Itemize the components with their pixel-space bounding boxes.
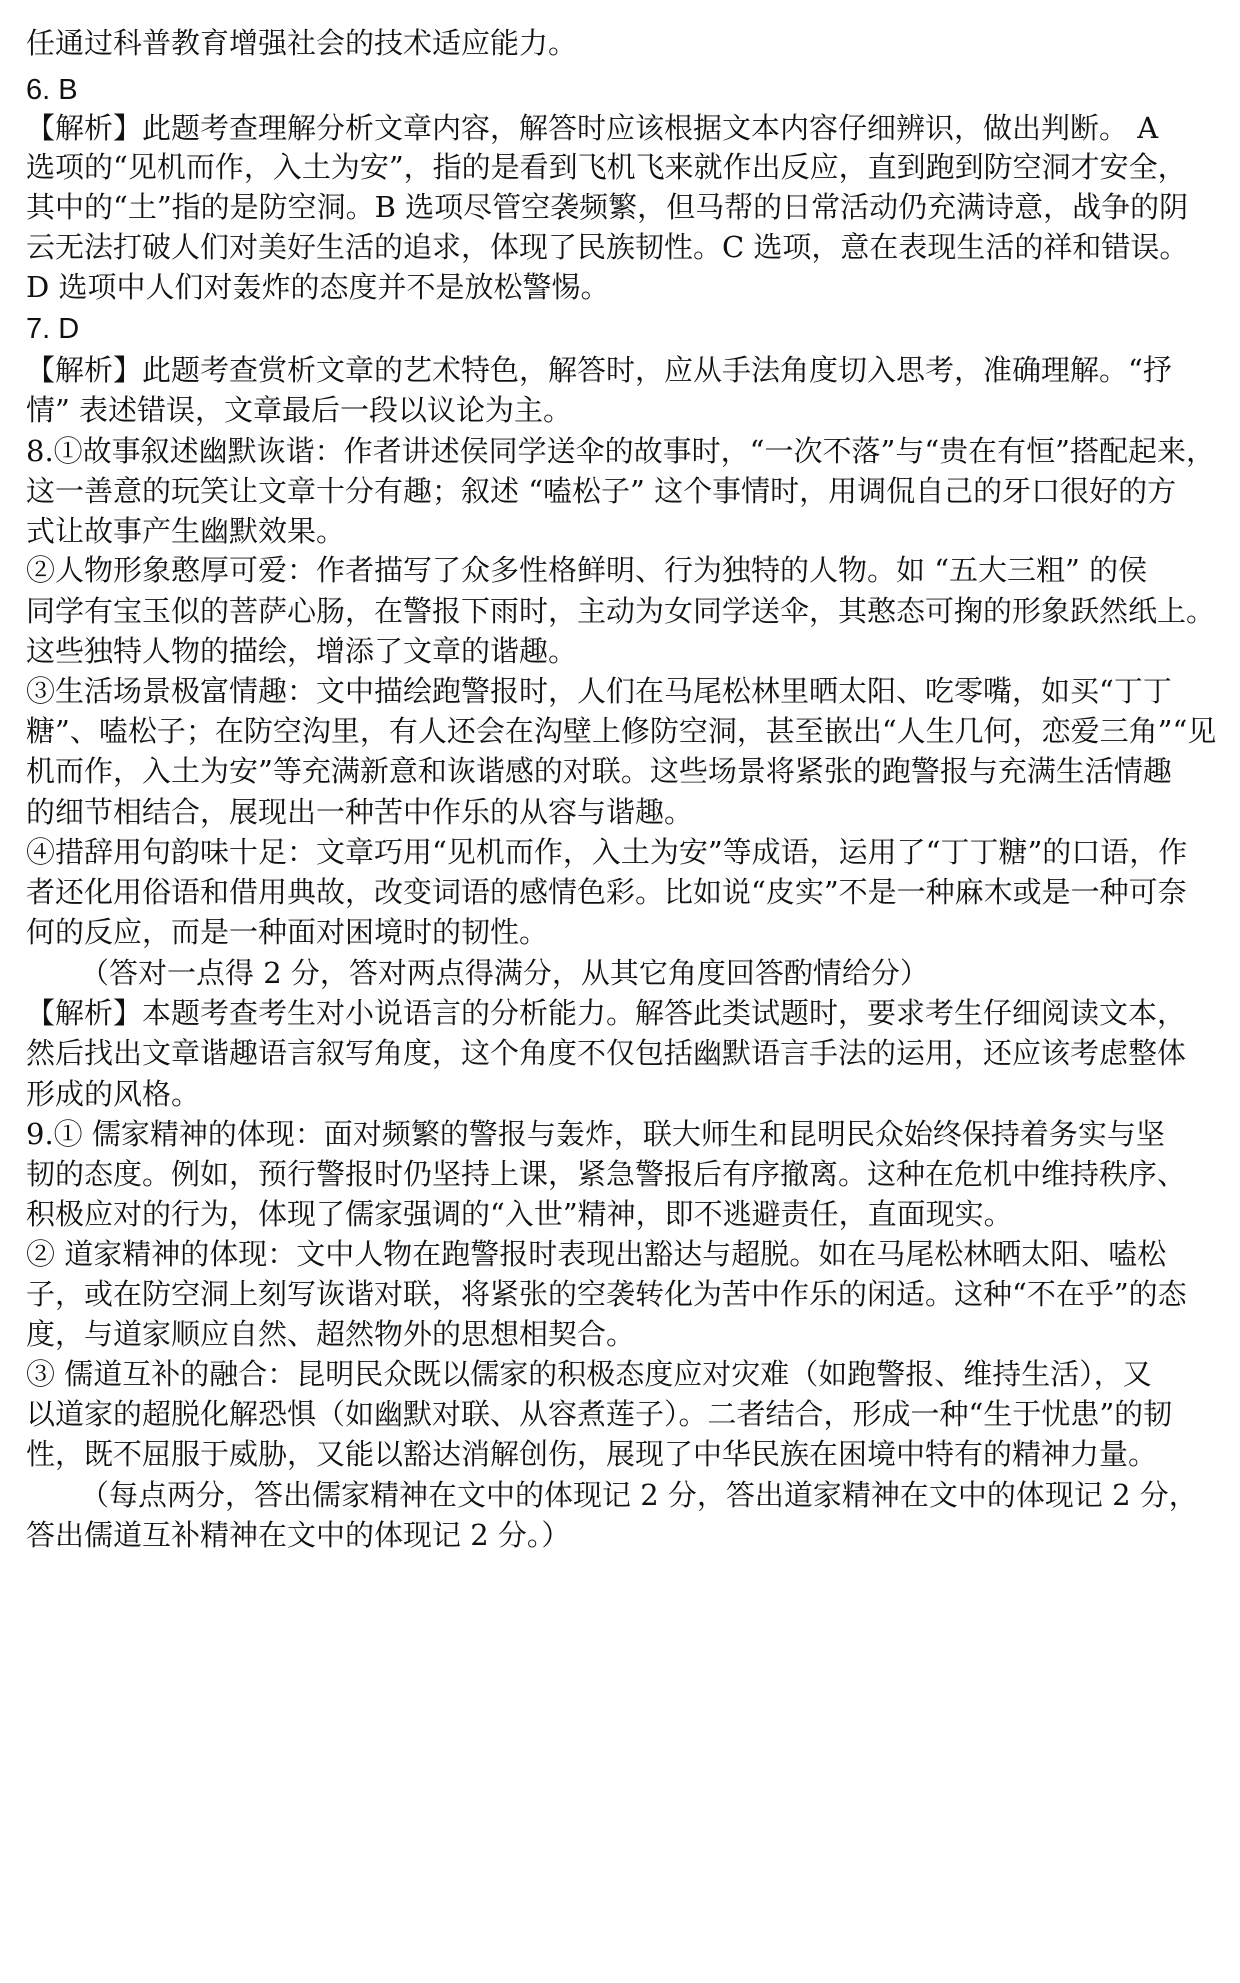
text-line: 的细节相结合，展现出一种苦中作乐的从容与谐趣。 (26, 795, 694, 829)
text-line: 选项的“见机而作，入土为安”，指的是看到飞机飞来就作出反应，直到跑到防空洞才安全， (26, 150, 1187, 184)
text-line: 积极应对的行为，体现了儒家强调的“入世”精神，即不逃避责任，直面现实。 (26, 1197, 1013, 1231)
question-9-point-3: ③ 儒道互补的融合：昆明民众既以儒家的积极态度应对灾难（如跑警报、维持生活），又 (26, 1357, 1152, 1391)
text-line: 糖”、嗑松子；在防空沟里，有人还会在沟壁上修防空洞，甚至嵌出“人生几何，恋爱三角”“见 (26, 714, 1216, 748)
scoring-note-8: （答对一点得 2 分，答对两点得满分，从其它角度回答酌情给分） (80, 956, 929, 990)
text-line: 以道家的超脱化解恐惧（如幽默对联、从容煮莲子）。二者结合，形成一种“生于忧患”的韧 (26, 1397, 1173, 1431)
text-line: 者还化用俗语和借用典故，改变词语的感情色彩。比如说“皮实”不是一种麻木或是一种可奈 (26, 875, 1187, 909)
text-line: 机而作，入土为安”等充满新意和诙谐感的对联。这些场景将紧张的跑警报与充满生活情趣 (26, 754, 1172, 788)
text-line: 同学有宝玉似的菩萨心肠，在警报下雨时，主动为女同学送伞，其憨态可掬的形象跃然纸上。 (26, 594, 1216, 628)
question-9-point-2: ② 道家精神的体现：文中人物在跑警报时表现出豁达与超脱。如在马尾松林晒太阳、嗑松 (26, 1237, 1167, 1271)
text-line: 何的反应，而是一种面对困境时的韧性。 (26, 915, 549, 949)
text-line: 形成的风格。 (26, 1077, 201, 1111)
scoring-note-9: （每点两分，答出儒家精神在文中的体现记 2 分，答出道家精神在文中的体现记 2 分， (80, 1478, 1198, 1512)
answer-7: 7. D (26, 313, 80, 345)
text-line: 韧的态度。例如，预行警报时仍坚持上课，紧急警报后有序撤离。这种在危机中维持秩序、 (26, 1157, 1187, 1191)
analysis-6-line: 【解析】此题考查理解分析文章内容，解答时应该根据文本内容仔细辨识，做出判断。 A (26, 111, 1159, 145)
question-8-point-1: 8.①故事叙述幽默诙谐：作者讲述侯同学送伞的故事时，“一次不落”与“贵在有恒”搭配起来， (26, 434, 1215, 468)
analysis-8-line: 【解析】本题考查考生对小说语言的分析能力。解答此类试题时，要求考生仔细阅读文本， (26, 996, 1187, 1030)
question-8-point-4: ④措辞用句韵味十足：文章巧用“见机而作，入土为安”等成语，运用了“丁丁糖”的口语，作 (26, 835, 1188, 869)
analysis-7-line: 【解析】此题考查赏析文章的艺术特色，解答时，应从手法角度切入思考，准确理解。“抒 (26, 353, 1172, 387)
text-line: 这些独特人物的描绘，增添了文章的谐趣。 (26, 634, 578, 668)
question-9-point-1: 9.① 儒家精神的体现：面对频繁的警报与轰炸，联大师生和昆明民众始终保持着务实与坚 (26, 1117, 1165, 1151)
answer-6: 6. B (26, 74, 78, 106)
text-line: 然后找出文章谐趣语言叙写角度，这个角度不仅包括幽默语言手法的运用，还应该考虑整体 (26, 1036, 1187, 1070)
text-line: 这一善意的玩笑让文章十分有趣；叙述 “嗑松子” 这个事情时，用调侃自己的牙口很好的方 (26, 474, 1177, 508)
text-line: D 选项中人们对轰炸的态度并不是放松警惕。 (26, 270, 610, 304)
text-line: 度，与道家顺应自然、超然物外的思想相契合。 (26, 1317, 636, 1351)
text-line: 任通过科普教育增强社会的技术适应能力。 (26, 26, 578, 60)
question-8-point-3: ③生活场景极富情趣：文中描绘跑警报时，人们在马尾松林里晒太阳、吃零嘴，如买“丁丁 (26, 674, 1172, 708)
text-line: 云无法打破人们对美好生活的追求，体现了民族韧性。C 选项，意在表现生活的祥和错误。 (26, 230, 1189, 264)
text-line: 子，或在防空洞上刻写诙谐对联，将紧张的空袭转化为苦中作乐的闲适。这种“不在乎”的态 (26, 1277, 1187, 1311)
text-line: 情” 表述错误，文章最后一段以议论为主。 (26, 393, 573, 427)
text-line: 性，既不屈服于威胁，又能以豁达消解创伤，展现了中华民族在困境中特有的精神力量。 (26, 1437, 1158, 1471)
question-8-point-2: ②人物形象憨厚可爱：作者描写了众多性格鲜明、行为独特的人物。如 “五大三粗” 的侯 (26, 553, 1148, 587)
text-line: 式让故事产生幽默效果。 (26, 514, 346, 548)
text-line: 其中的“土”指的是防空洞。B 选项尽管空袭频繁，但马帮的日常活动仍充满诗意，战争的阴 (26, 190, 1189, 224)
scoring-note-9-continued: 答出儒道互补精神在文中的体现记 2 分。） (26, 1518, 571, 1552)
